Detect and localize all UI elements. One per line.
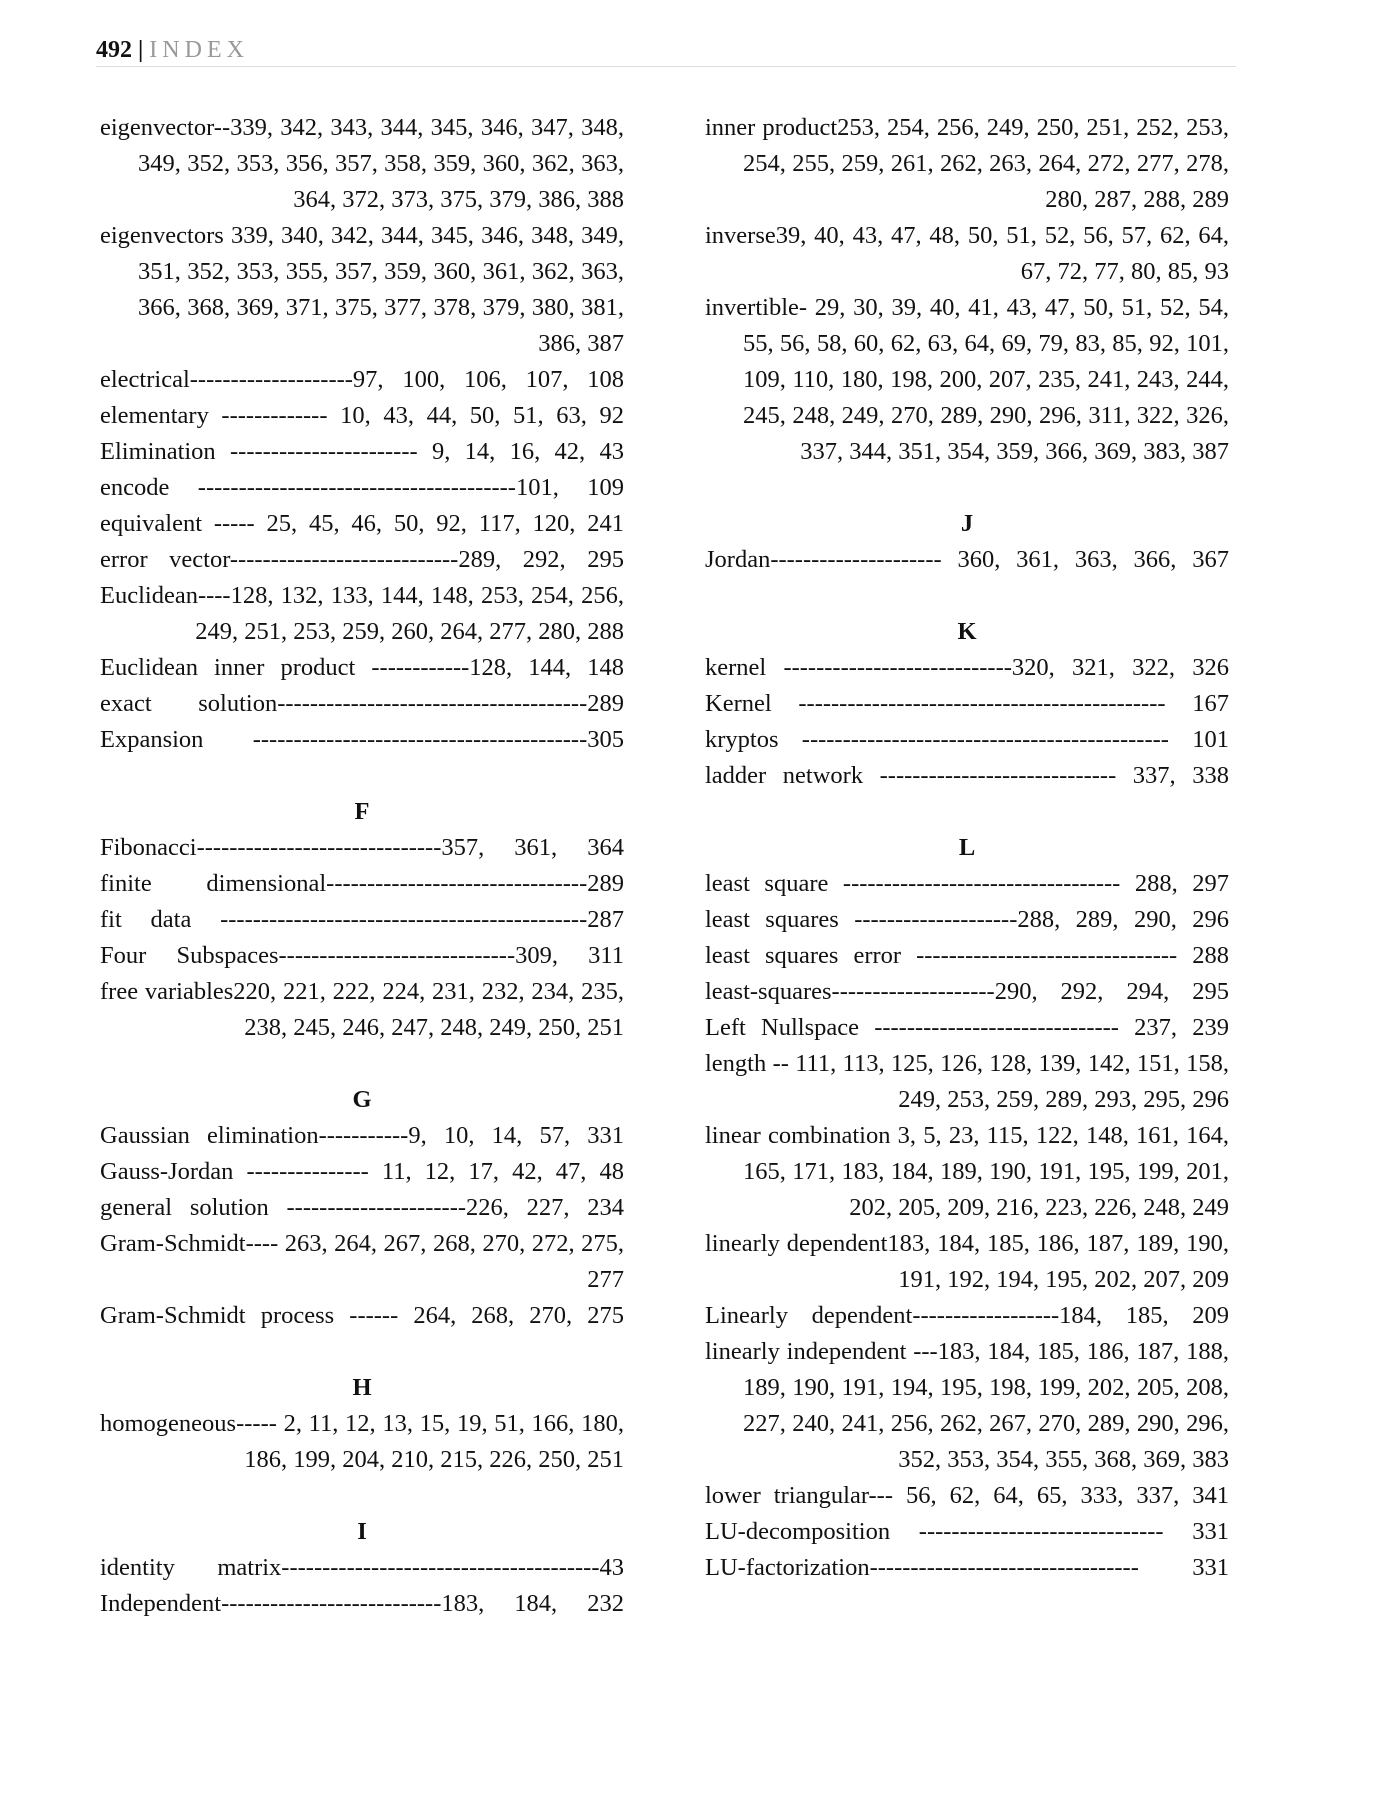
section-letter-l: L: [958, 834, 976, 861]
index-entry: free variables220, 221, 222, 224, 231, 232, 234, 235, 238, 245, 246, 247, 248, 249, 250, 251: [100, 978, 624, 1041]
header-title: INDEX: [149, 37, 249, 63]
index-entry: LU-factorization--------------------------------- 331: [705, 1554, 1229, 1581]
index-entry: linear combination 3, 5, 23, 115, 122, 148, 161, 164, 165, 171, 183, 184, 189, 190, 191, 195, 199, 201, 202, 205, 209, 216, 223, 226, 248, 249: [705, 1122, 1229, 1221]
index-entry: Jordan--------------------- 360, 361, 363, 366, 367: [705, 546, 1229, 573]
index-entry: Four Subspaces-----------------------------309, 311: [100, 942, 624, 969]
index-entry: Elimination ----------------------- 9, 14, 16, 42, 43: [100, 438, 624, 465]
index-entry: lower triangular--- 56, 62, 64, 65, 333, 337, 341: [705, 1482, 1229, 1509]
index-entry: least-squares--------------------290, 292, 294, 295: [705, 978, 1229, 1005]
index-column-right: [705, 110, 1229, 1586]
index-entry: length -- 111, 113, 125, 126, 128, 139, 142, 151, 158, 249, 253, 259, 289, 293, 295, 296: [705, 1050, 1229, 1113]
section-letter-f: F: [354, 798, 370, 825]
index-entry: Gauss-Jordan --------------- 11, 12, 17, 42, 47, 48: [100, 1158, 624, 1185]
section-letter-h: H: [352, 1374, 372, 1401]
index-entry: Independent---------------------------183, 184, 232: [100, 1590, 624, 1617]
index-entry: Euclidean inner product ------------128, 144, 148: [100, 654, 624, 681]
index-entry: Fibonacci------------------------------357, 361, 364: [100, 834, 624, 861]
index-entry: Gram-Schmidt---- 263, 264, 267, 268, 270, 272, 275, 277: [100, 1230, 624, 1293]
index-entry: Gaussian elimination-----------9, 10, 14, 57, 331: [100, 1122, 624, 1149]
index-entry: kernel ----------------------------320, 321, 322, 326: [705, 654, 1229, 681]
index-entry: least square ---------------------------------- 288, 297: [705, 870, 1229, 897]
index-entry: electrical--------------------97, 100, 106, 107, 108: [100, 366, 624, 393]
index-entry: inverse39, 40, 43, 47, 48, 50, 51, 52, 56, 57, 62, 64, 67, 72, 77, 80, 85, 93: [705, 222, 1229, 285]
index-entry: Euclidean----128, 132, 133, 144, 148, 253, 254, 256, 249, 251, 253, 259, 260, 264, 277, 280, 288: [100, 582, 624, 645]
index-entry: encode ---------------------------------------101, 109: [100, 474, 624, 501]
index-entry: Expansion -----------------------------------------305: [100, 726, 624, 753]
index-entry: homogeneous----- 2, 11, 12, 13, 15, 19, 51, 166, 180, 186, 199, 204, 210, 215, 226, 250, 251: [100, 1410, 624, 1473]
index-entry: exact solution--------------------------------------289: [100, 690, 624, 717]
index-entry: fit data ---------------------------------------------287: [100, 906, 624, 933]
header-separator: |: [138, 37, 144, 63]
index-entry: inner product253, 254, 256, 249, 250, 251, 252, 253, 254, 255, 259, 261, 262, 263, 264, 272, 277, 278, 280, 287, 288, 289: [705, 114, 1229, 213]
index-entry: linearly independent ---183, 184, 185, 186, 187, 188, 189, 190, 191, 194, 195, 198, 199, 202, 205, 208, 227, 240, 241, 256, 262, 267, 270, 289, 290, 296, 352, 353, 354, 355, 368, 369, 383: [705, 1338, 1229, 1473]
index-entry: elementary ------------- 10, 43, 44, 50, 51, 63, 92: [100, 402, 624, 429]
index-entry: linearly dependent183, 184, 185, 186, 187, 189, 190, 191, 192, 194, 195, 202, 207, 209: [705, 1230, 1229, 1293]
index-entry: finite dimensional--------------------------------289: [100, 870, 624, 897]
index-entry: Gram-Schmidt process ------ 264, 268, 270, 275: [100, 1302, 624, 1329]
section-letter-j: J: [960, 510, 974, 537]
index-entry: equivalent ----- 25, 45, 46, 50, 92, 117, 120, 241: [100, 510, 624, 537]
section-letter-k: K: [957, 618, 977, 645]
section-letter-g: G: [352, 1086, 372, 1113]
index-entry: kryptos --------------------------------------------- 101: [705, 726, 1229, 753]
index-entry: Linearly dependent------------------184, 185, 209: [705, 1302, 1229, 1329]
index-entry: Left Nullspace ------------------------------ 237, 239: [705, 1014, 1229, 1041]
page-number: 492: [96, 37, 132, 63]
index-entry: invertible- 29, 30, 39, 40, 41, 43, 47, 50, 51, 52, 54, 55, 56, 58, 60, 62, 63, 64, 69, 79, 83, 85, 92, 101, 109, 110, 180, 198, 200, 207, 235, 241, 243, 244, 245, 248, 249, 270, 289, 290, 296, 311, 322, 326, 337, 344, 351, 354, 359, 366, 369, 383, 387: [705, 294, 1229, 465]
section-letter-i: I: [357, 1518, 367, 1545]
index-entry: least squares error -------------------------------- 288: [705, 942, 1229, 969]
index-entry: error vector----------------------------289, 292, 295: [100, 546, 624, 573]
index-entry: Kernel --------------------------------------------- 167: [705, 690, 1229, 717]
index-entry: eigenvector--339, 342, 343, 344, 345, 346, 347, 348, 349, 352, 353, 356, 357, 358, 359, 360, 362, 363, 364, 372, 373, 375, 379, 386, 388: [100, 114, 624, 213]
index-entry: least squares --------------------288, 289, 290, 296: [705, 906, 1229, 933]
index-entry: identity matrix---------------------------------------43: [100, 1554, 624, 1581]
index-column-left: [100, 110, 624, 1622]
index-entry: LU-decomposition ------------------------------ 331: [705, 1518, 1229, 1545]
index-entry: eigenvectors 339, 340, 342, 344, 345, 346, 348, 349, 351, 352, 353, 355, 357, 359, 360, 361, 362, 363, 366, 368, 369, 371, 375, 377, 378, 379, 380, 381, 386, 387: [100, 222, 624, 357]
index-entry: ladder network ----------------------------- 337, 338: [705, 762, 1229, 789]
page-header: [96, 34, 1236, 67]
index-entry: general solution ----------------------226, 227, 234: [100, 1194, 624, 1221]
